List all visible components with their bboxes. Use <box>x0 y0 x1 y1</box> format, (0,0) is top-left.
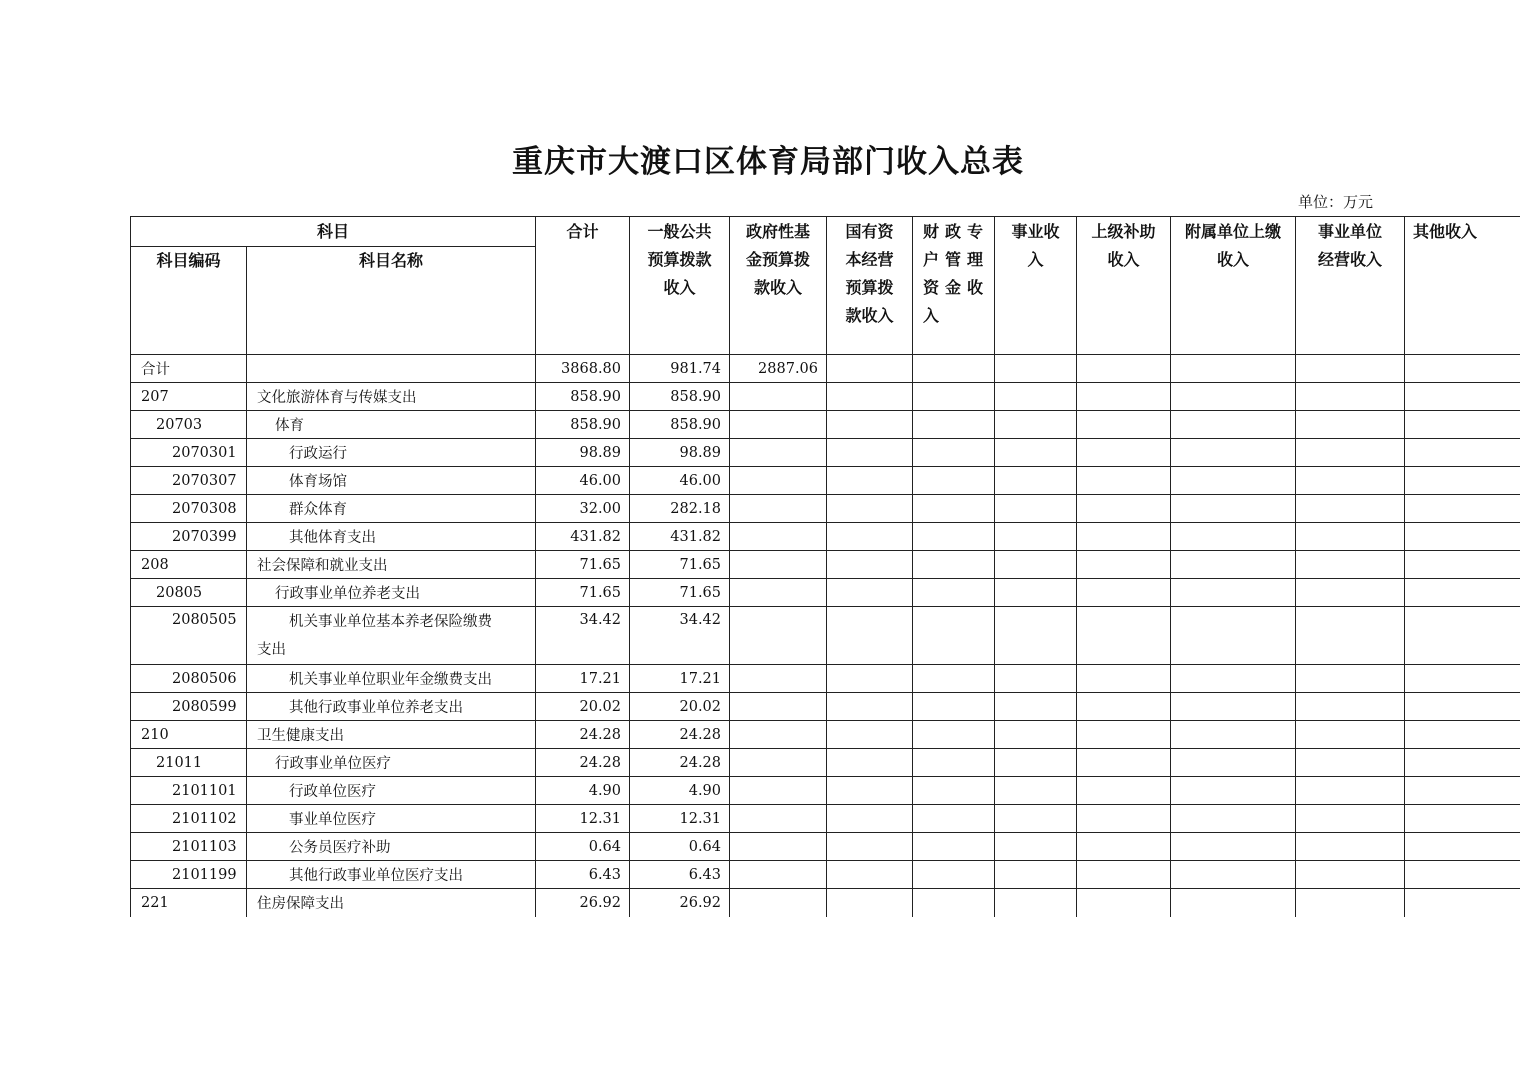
cell-empty <box>1171 665 1296 693</box>
cell-total: 46.00 <box>536 467 630 495</box>
table-row <box>131 551 1520 579</box>
cell-empty <box>995 383 1077 411</box>
cell-gov-fund <box>730 861 827 889</box>
cell-name: 体育场馆 <box>247 467 536 495</box>
cell-empty <box>1077 439 1171 467</box>
cell-code: 208 <box>131 551 247 579</box>
cell-gov-fund <box>730 411 827 439</box>
cell-empty <box>1077 721 1171 749</box>
cell-name: 其他行政事业单位养老支出 <box>247 693 536 721</box>
cell-empty <box>827 777 913 805</box>
header-business-income: 事业收入 <box>995 217 1077 355</box>
cell-empty <box>1405 551 1520 579</box>
cell-empty <box>1077 551 1171 579</box>
cell-general-budget: 71.65 <box>630 579 730 607</box>
cell-name: 住房保障支出 <box>247 889 536 917</box>
cell-total: 4.90 <box>536 777 630 805</box>
cell-empty <box>1296 579 1405 607</box>
cell-code: 221 <box>131 889 247 917</box>
cell-empty <box>827 551 913 579</box>
cell-empty <box>913 467 995 495</box>
cell-empty <box>913 693 995 721</box>
cell-code: 20703 <box>131 411 247 439</box>
cell-empty <box>1171 607 1296 665</box>
cell-total: 24.28 <box>536 749 630 777</box>
cell-name: 行政运行 <box>247 439 536 467</box>
table-row <box>131 383 1520 411</box>
cell-empty <box>1171 721 1296 749</box>
cell-empty <box>1296 777 1405 805</box>
cell-code: 2101102 <box>131 805 247 833</box>
cell-empty <box>827 749 913 777</box>
header-general-budget: 一般公共预算拨款收入 <box>630 217 730 355</box>
cell-empty <box>827 467 913 495</box>
cell-code: 2070399 <box>131 523 247 551</box>
cell-gov-fund <box>730 805 827 833</box>
table-row <box>131 439 1520 467</box>
cell-empty <box>1296 411 1405 439</box>
cell-empty <box>1077 355 1171 383</box>
cell-empty <box>913 551 995 579</box>
table-row <box>131 889 1520 917</box>
income-table <box>130 216 1520 917</box>
cell-empty <box>827 693 913 721</box>
cell-empty <box>1405 693 1520 721</box>
cell-empty <box>913 861 995 889</box>
table-row <box>131 749 1520 777</box>
cell-empty <box>1405 495 1520 523</box>
cell-name: 文化旅游体育与传媒支出 <box>247 383 536 411</box>
cell-empty <box>1405 861 1520 889</box>
cell-general-budget: 34.42 <box>630 607 730 665</box>
cell-empty <box>1296 355 1405 383</box>
header-total: 合计 <box>536 217 630 355</box>
cell-gov-fund <box>730 579 827 607</box>
cell-empty <box>1171 749 1296 777</box>
cell-empty <box>995 411 1077 439</box>
cell-empty <box>995 805 1077 833</box>
cell-name: 行政单位医疗 <box>247 777 536 805</box>
cell-code: 21011 <box>131 749 247 777</box>
cell-total: 71.65 <box>536 551 630 579</box>
cell-name: 群众体育 <box>247 495 536 523</box>
cell-empty <box>827 355 913 383</box>
cell-empty <box>1296 551 1405 579</box>
cell-total: 71.65 <box>536 579 630 607</box>
cell-empty <box>827 889 913 917</box>
cell-general-budget: 0.64 <box>630 833 730 861</box>
cell-empty <box>1077 665 1171 693</box>
cell-empty <box>1171 383 1296 411</box>
cell-total: 20.02 <box>536 693 630 721</box>
cell-code: 合计 <box>131 355 247 383</box>
cell-gov-fund <box>730 665 827 693</box>
cell-empty <box>1077 495 1171 523</box>
cell-empty <box>995 833 1077 861</box>
cell-empty <box>1171 777 1296 805</box>
cell-name: 其他体育支出 <box>247 523 536 551</box>
cell-empty <box>913 607 995 665</box>
cell-empty <box>1405 467 1520 495</box>
cell-empty <box>1171 467 1296 495</box>
cell-empty <box>1077 579 1171 607</box>
table-row <box>131 805 1520 833</box>
cell-empty <box>1296 749 1405 777</box>
cell-empty <box>913 523 995 551</box>
cell-code: 2101103 <box>131 833 247 861</box>
page-title: 重庆市大渡口区体育局部门收入总表 <box>512 144 1024 180</box>
cell-empty <box>1077 777 1171 805</box>
cell-code: 2080506 <box>131 665 247 693</box>
cell-total: 858.90 <box>536 383 630 411</box>
cell-empty <box>1296 383 1405 411</box>
cell-empty <box>1405 805 1520 833</box>
cell-empty <box>995 777 1077 805</box>
cell-gov-fund <box>730 439 827 467</box>
cell-name-line: 支出 <box>257 642 286 658</box>
cell-empty <box>995 665 1077 693</box>
cell-empty <box>1405 665 1520 693</box>
cell-empty <box>827 607 913 665</box>
cell-general-budget: 4.90 <box>630 777 730 805</box>
cell-name: 体育 <box>247 411 536 439</box>
cell-empty <box>1077 411 1171 439</box>
cell-general-budget: 71.65 <box>630 551 730 579</box>
cell-empty <box>995 551 1077 579</box>
cell-code: 2070308 <box>131 495 247 523</box>
table-row <box>131 467 1520 495</box>
cell-empty <box>995 579 1077 607</box>
cell-empty <box>913 777 995 805</box>
cell-general-budget: 6.43 <box>630 861 730 889</box>
cell-name <box>247 355 536 383</box>
cell-empty <box>913 889 995 917</box>
cell-empty <box>1405 439 1520 467</box>
header-other-income: 其他收入 <box>1405 217 1520 355</box>
cell-empty <box>827 805 913 833</box>
table-row <box>131 665 1520 693</box>
cell-empty <box>827 665 913 693</box>
cell-gov-fund <box>730 607 827 665</box>
cell-empty <box>1296 665 1405 693</box>
header-business-operation: 事业单位经营收入 <box>1296 217 1405 355</box>
cell-empty <box>913 749 995 777</box>
cell-code: 20805 <box>131 579 247 607</box>
cell-name: 其他行政事业单位医疗支出 <box>247 861 536 889</box>
cell-general-budget: 858.90 <box>630 383 730 411</box>
cell-empty <box>1171 551 1296 579</box>
cell-empty <box>913 355 995 383</box>
cell-empty <box>1077 693 1171 721</box>
cell-general-budget: 26.92 <box>630 889 730 917</box>
cell-empty <box>1077 607 1171 665</box>
header-code: 科目编码 <box>131 247 247 355</box>
cell-total: 12.31 <box>536 805 630 833</box>
cell-empty <box>1296 805 1405 833</box>
header-affiliated-payment: 附属单位上缴收入 <box>1171 217 1296 355</box>
cell-empty <box>1171 889 1296 917</box>
cell-gov-fund <box>730 749 827 777</box>
cell-empty <box>1077 889 1171 917</box>
cell-empty <box>1171 693 1296 721</box>
cell-name: 社会保障和就业支出 <box>247 551 536 579</box>
cell-general-budget: 282.18 <box>630 495 730 523</box>
cell-empty <box>995 607 1077 665</box>
cell-empty <box>1296 833 1405 861</box>
table-body <box>131 355 1520 917</box>
cell-empty <box>995 889 1077 917</box>
cell-empty <box>1171 439 1296 467</box>
cell-empty <box>1296 467 1405 495</box>
cell-empty <box>1171 411 1296 439</box>
cell-empty <box>1077 749 1171 777</box>
cell-code: 2080505 <box>131 607 247 665</box>
cell-code: 2101101 <box>131 777 247 805</box>
cell-empty <box>1405 777 1520 805</box>
cell-gov-fund <box>730 721 827 749</box>
cell-empty <box>913 721 995 749</box>
cell-name-line: 机关事业单位基本养老保险缴费 <box>289 614 492 630</box>
cell-empty <box>1171 355 1296 383</box>
cell-empty <box>995 439 1077 467</box>
cell-gov-fund <box>730 383 827 411</box>
cell-name: 行政事业单位医疗 <box>247 749 536 777</box>
cell-empty <box>1077 383 1171 411</box>
cell-empty <box>1077 833 1171 861</box>
cell-gov-fund <box>730 693 827 721</box>
cell-empty <box>1296 495 1405 523</box>
cell-empty <box>1171 579 1296 607</box>
cell-empty <box>1171 805 1296 833</box>
cell-empty <box>827 439 913 467</box>
cell-general-budget: 12.31 <box>630 805 730 833</box>
cell-gov-fund <box>730 889 827 917</box>
cell-empty <box>913 439 995 467</box>
cell-total: 0.64 <box>536 833 630 861</box>
cell-empty <box>827 495 913 523</box>
cell-empty <box>913 495 995 523</box>
cell-empty <box>1296 607 1405 665</box>
cell-gov-fund <box>730 495 827 523</box>
cell-empty <box>1405 579 1520 607</box>
cell-empty <box>1296 721 1405 749</box>
cell-gov-fund <box>730 777 827 805</box>
cell-empty <box>1077 805 1171 833</box>
cell-empty <box>1405 889 1520 917</box>
cell-empty <box>1077 861 1171 889</box>
cell-empty <box>995 721 1077 749</box>
cell-name <box>247 607 536 665</box>
cell-empty <box>1405 833 1520 861</box>
table-row <box>131 355 1520 383</box>
cell-empty <box>1405 355 1520 383</box>
table-row <box>131 777 1520 805</box>
cell-empty <box>1171 861 1296 889</box>
cell-total: 6.43 <box>536 861 630 889</box>
cell-general-budget: 98.89 <box>630 439 730 467</box>
cell-empty <box>913 665 995 693</box>
cell-empty <box>1296 693 1405 721</box>
cell-total: 32.00 <box>536 495 630 523</box>
cell-total: 26.92 <box>536 889 630 917</box>
unit-label: 单位：万元 <box>1298 193 1374 211</box>
cell-empty <box>995 467 1077 495</box>
cell-general-budget: 24.28 <box>630 749 730 777</box>
cell-gov-fund <box>730 467 827 495</box>
cell-empty <box>827 411 913 439</box>
cell-empty <box>827 579 913 607</box>
cell-empty <box>1405 749 1520 777</box>
cell-total: 24.28 <box>536 721 630 749</box>
cell-general-budget: 46.00 <box>630 467 730 495</box>
cell-general-budget: 431.82 <box>630 523 730 551</box>
cell-general-budget: 17.21 <box>630 665 730 693</box>
header-gov-fund: 政府性基金预算拨款收入 <box>730 217 827 355</box>
cell-name: 机关事业单位职业年金缴费支出 <box>247 665 536 693</box>
cell-total: 431.82 <box>536 523 630 551</box>
cell-empty <box>1296 861 1405 889</box>
header-subject: 科目 <box>131 217 536 247</box>
cell-empty <box>995 693 1077 721</box>
table-row <box>131 579 1520 607</box>
cell-code: 2070301 <box>131 439 247 467</box>
cell-empty <box>1171 523 1296 551</box>
header-superior-subsidy: 上级补助收入 <box>1077 217 1171 355</box>
cell-empty <box>913 833 995 861</box>
cell-empty <box>995 355 1077 383</box>
cell-general-budget: 858.90 <box>630 411 730 439</box>
cell-total: 858.90 <box>536 411 630 439</box>
cell-total: 3868.80 <box>536 355 630 383</box>
cell-name: 事业单位医疗 <box>247 805 536 833</box>
cell-empty <box>995 749 1077 777</box>
header-state-capital: 国有资本经营预算拨款收入 <box>827 217 913 355</box>
cell-empty <box>1077 467 1171 495</box>
table-row <box>131 861 1520 889</box>
table-row <box>131 411 1520 439</box>
cell-name: 卫生健康支出 <box>247 721 536 749</box>
cell-empty <box>1296 439 1405 467</box>
table-row <box>131 693 1520 721</box>
cell-empty <box>1405 383 1520 411</box>
cell-empty <box>913 383 995 411</box>
cell-general-budget: 20.02 <box>630 693 730 721</box>
cell-empty <box>1296 889 1405 917</box>
cell-code: 207 <box>131 383 247 411</box>
cell-name: 行政事业单位养老支出 <box>247 579 536 607</box>
cell-empty <box>827 861 913 889</box>
cell-empty <box>995 861 1077 889</box>
table-row <box>131 523 1520 551</box>
cell-empty <box>1405 607 1520 665</box>
cell-empty <box>1405 523 1520 551</box>
cell-name: 公务员医疗补助 <box>247 833 536 861</box>
cell-gov-fund: 2887.06 <box>730 355 827 383</box>
header-name: 科目名称 <box>247 247 536 355</box>
cell-empty <box>827 721 913 749</box>
cell-empty <box>995 495 1077 523</box>
table-row <box>131 721 1520 749</box>
cell-empty <box>913 805 995 833</box>
cell-empty <box>827 523 913 551</box>
cell-empty <box>827 383 913 411</box>
cell-total: 17.21 <box>536 665 630 693</box>
header-fiscal-special: 财政专户管理资金收入 <box>913 217 995 355</box>
cell-code: 2070307 <box>131 467 247 495</box>
cell-general-budget: 24.28 <box>630 721 730 749</box>
cell-code: 2101199 <box>131 861 247 889</box>
cell-code: 210 <box>131 721 247 749</box>
cell-empty <box>1405 721 1520 749</box>
cell-code: 2080599 <box>131 693 247 721</box>
cell-gov-fund <box>730 833 827 861</box>
table-row <box>131 495 1520 523</box>
cell-empty <box>913 579 995 607</box>
cell-gov-fund <box>730 523 827 551</box>
cell-empty <box>827 833 913 861</box>
cell-total: 98.89 <box>536 439 630 467</box>
cell-empty <box>1171 495 1296 523</box>
table-row <box>131 833 1520 861</box>
cell-general-budget: 981.74 <box>630 355 730 383</box>
cell-gov-fund <box>730 551 827 579</box>
cell-empty <box>913 411 995 439</box>
cell-total: 34.42 <box>536 607 630 665</box>
cell-empty <box>1296 523 1405 551</box>
cell-empty <box>995 523 1077 551</box>
cell-empty <box>1405 411 1520 439</box>
cell-empty <box>1077 523 1171 551</box>
cell-empty <box>1171 833 1296 861</box>
table-row <box>131 607 1520 665</box>
